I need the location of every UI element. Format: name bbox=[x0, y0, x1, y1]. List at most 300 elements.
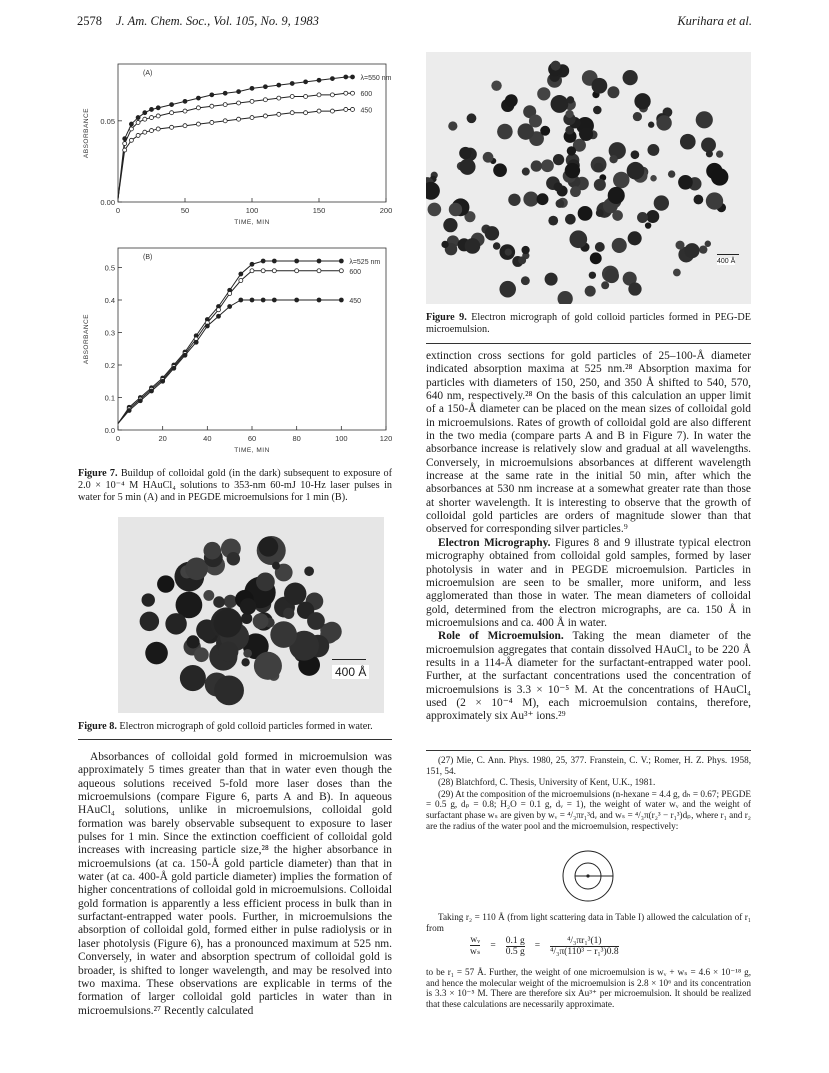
gold-particle bbox=[705, 241, 711, 247]
gold-particle bbox=[678, 175, 693, 190]
gold-particle bbox=[224, 595, 237, 608]
data-point bbox=[330, 109, 334, 113]
data-point bbox=[295, 298, 299, 302]
gold-particle bbox=[485, 226, 499, 240]
data-point bbox=[317, 78, 321, 82]
data-point bbox=[263, 98, 267, 102]
data-point bbox=[250, 269, 254, 273]
figure-9-micrograph bbox=[426, 52, 751, 304]
micrograph-background bbox=[426, 52, 751, 304]
gold-particle bbox=[589, 272, 596, 279]
gold-particle bbox=[650, 175, 656, 181]
right-paragraph-2: Figures 8 and 9 illustrate typical electron micrography obtained from colloidal gold samples, formed by laser photolysis in water and in PEGDE microemulsion. Particles in microemulsion are seen to be smaller, more uniform, and less agglomerated than those in water. The mean diameters of colloidal gold, determined from the electron micrographs, are ca. 150 Å in microemulsions and ca. 400 Å in water. bbox=[426, 536, 751, 629]
gold-particle bbox=[142, 593, 155, 606]
data-point bbox=[344, 107, 348, 111]
eq-equals-2: = bbox=[534, 941, 541, 951]
data-point bbox=[136, 116, 140, 120]
data-point bbox=[223, 103, 227, 107]
gold-particle bbox=[465, 238, 481, 254]
data-point bbox=[183, 109, 187, 113]
figure-9-caption-text: Electron micrograph of gold colloid particles formed in PEG-DE microemulsion. bbox=[426, 312, 752, 335]
gold-particle bbox=[634, 93, 650, 109]
series-line bbox=[118, 300, 341, 424]
data-point bbox=[143, 111, 147, 115]
y-tick-label: 0.4 bbox=[104, 296, 115, 305]
gold-particle bbox=[499, 281, 516, 298]
gold-particle bbox=[521, 246, 529, 254]
data-point bbox=[250, 99, 254, 103]
footnote-29-end bbox=[426, 967, 751, 1010]
data-point bbox=[351, 75, 355, 79]
data-point bbox=[156, 106, 160, 110]
eq-lhs bbox=[470, 935, 480, 957]
data-point bbox=[129, 127, 133, 131]
x-tick-label: 40 bbox=[203, 434, 212, 443]
gold-particle bbox=[608, 187, 625, 204]
gold-particle bbox=[645, 222, 651, 228]
data-point bbox=[237, 117, 241, 121]
data-point bbox=[277, 112, 281, 116]
gold-particle bbox=[283, 608, 294, 619]
gold-particle bbox=[537, 193, 549, 205]
gold-particle bbox=[579, 127, 593, 141]
data-point bbox=[290, 111, 294, 115]
gold-particle bbox=[609, 155, 617, 163]
series-line bbox=[118, 261, 341, 424]
gold-particle bbox=[165, 613, 186, 634]
eq-rhs-denominator: ⁴/₃π(110³ − r₁³)0.8 bbox=[550, 946, 619, 957]
plot-frame bbox=[118, 248, 386, 430]
gold-particle bbox=[241, 658, 249, 666]
figure-9-label: Figure 9. bbox=[426, 312, 467, 323]
data-point bbox=[210, 104, 214, 108]
footnote-29-continuation bbox=[426, 912, 751, 934]
x-axis-label: TIME, MIN bbox=[234, 219, 270, 226]
data-point bbox=[170, 103, 174, 107]
series-line bbox=[118, 109, 353, 198]
gold-particle bbox=[459, 159, 475, 175]
y-axis-label: ABSORBANCE bbox=[83, 107, 90, 159]
gold-particle bbox=[699, 245, 707, 253]
section-heading-electron-micrography: Electron Micrography. bbox=[438, 536, 551, 549]
micrograph-8-image bbox=[118, 517, 384, 713]
data-point bbox=[250, 86, 254, 90]
data-point bbox=[129, 138, 133, 142]
data-point bbox=[196, 106, 200, 110]
gold-particle bbox=[646, 210, 659, 223]
gold-particle bbox=[203, 590, 214, 601]
gold-particle bbox=[578, 206, 593, 221]
y-axis-label: ABSORBANCE bbox=[83, 313, 90, 365]
x-tick-label: 100 bbox=[245, 206, 259, 215]
y-tick-label: 0.00 bbox=[100, 198, 115, 207]
x-tick-label: 80 bbox=[292, 434, 301, 443]
data-point bbox=[196, 96, 200, 100]
gold-particle bbox=[601, 281, 609, 289]
figure-8-label: Figure 8. bbox=[78, 721, 117, 732]
data-point bbox=[261, 298, 265, 302]
equation bbox=[470, 935, 619, 957]
gold-particle bbox=[541, 159, 554, 172]
y-tick-label: 0.5 bbox=[104, 263, 115, 273]
series-label: λ=550 nm bbox=[360, 74, 392, 82]
gold-particle bbox=[441, 241, 448, 248]
data-point bbox=[250, 298, 254, 302]
gold-particle bbox=[656, 115, 671, 130]
gold-particle bbox=[565, 214, 576, 225]
x-tick-label: 150 bbox=[312, 206, 326, 215]
gold-particle bbox=[537, 87, 550, 100]
gold-particle bbox=[505, 249, 512, 256]
gold-particle bbox=[145, 642, 168, 665]
gold-particle bbox=[628, 231, 642, 245]
panel-label: (B) bbox=[143, 254, 153, 261]
gold-particle bbox=[540, 126, 550, 136]
data-point bbox=[123, 148, 127, 152]
gold-particle bbox=[443, 218, 457, 232]
data-point bbox=[272, 259, 276, 263]
data-point bbox=[330, 77, 334, 81]
data-point bbox=[261, 269, 265, 273]
gold-particle bbox=[668, 170, 675, 177]
data-point bbox=[210, 120, 214, 124]
data-point bbox=[339, 269, 343, 273]
gold-particle bbox=[627, 162, 645, 180]
gold-particle bbox=[706, 192, 723, 209]
figure-7a-chart bbox=[78, 52, 403, 237]
figure-9-scale-bar bbox=[717, 254, 739, 255]
data-point bbox=[339, 259, 343, 263]
data-point bbox=[136, 120, 140, 124]
data-point bbox=[143, 117, 147, 121]
gold-particle bbox=[711, 168, 729, 186]
gold-particle bbox=[612, 238, 627, 253]
plot-frame bbox=[118, 64, 386, 202]
running-authors: Kurihara et al. bbox=[677, 14, 752, 28]
gold-particle bbox=[180, 665, 206, 691]
data-point bbox=[183, 124, 187, 128]
data-point bbox=[237, 101, 241, 105]
data-point bbox=[263, 85, 267, 89]
gold-particle bbox=[497, 124, 513, 140]
data-point bbox=[272, 269, 276, 273]
gold-particle bbox=[648, 122, 654, 128]
gold-particle bbox=[508, 194, 520, 206]
gold-particle bbox=[566, 110, 574, 118]
gold-particle bbox=[590, 252, 602, 264]
gold-particle bbox=[593, 106, 602, 115]
gold-particle bbox=[522, 168, 530, 176]
gold-particle bbox=[567, 96, 574, 103]
gold-particle bbox=[623, 70, 638, 85]
section-heading-role-of-microemulsion: Role of Microemulsion. bbox=[438, 630, 564, 643]
x-tick-label: 120 bbox=[379, 434, 393, 443]
panel-label: (A) bbox=[143, 70, 153, 77]
data-point bbox=[290, 94, 294, 98]
gold-particle bbox=[448, 121, 457, 130]
gold-particle bbox=[214, 675, 244, 705]
eq-rhs bbox=[550, 936, 618, 957]
footnotes bbox=[426, 755, 751, 832]
data-point bbox=[210, 93, 214, 97]
gold-particle bbox=[594, 163, 604, 173]
figure-8-micrograph bbox=[118, 517, 384, 713]
data-point bbox=[183, 353, 187, 357]
gold-particle bbox=[518, 256, 526, 264]
figure-7-caption-text: Buildup of colloidal gold (in the dark) subsequent to exposure of 2.0 × 10⁻⁴ M HAuCl₄ solutions to 353-nm 60-mJ 10-Hz laser pulses in water for 5 min (A) and in PEGDE microemulsions for 1 min (B). bbox=[78, 468, 392, 503]
data-point bbox=[272, 298, 276, 302]
gold-particle bbox=[214, 609, 242, 637]
gold-particle bbox=[256, 572, 275, 591]
x-tick-label: 50 bbox=[180, 206, 190, 215]
data-point bbox=[330, 93, 334, 97]
series-label: 600 bbox=[360, 91, 373, 99]
data-point bbox=[239, 298, 243, 302]
figure-8-scale-label: 400 Å bbox=[332, 665, 369, 679]
gold-particle bbox=[493, 242, 500, 249]
data-point bbox=[344, 75, 348, 79]
data-point bbox=[295, 269, 299, 273]
eq-lhs-denominator: wₛ bbox=[470, 947, 481, 957]
footnote-rule bbox=[426, 750, 751, 751]
data-point bbox=[223, 91, 227, 95]
data-point bbox=[277, 83, 281, 87]
right-paragraph-1: extinction cross sections for gold particles of 25–100-Å diameter indicated absorption maxima at 525 nm.²⁸ Absorption maxima for particles with diameters of 150, 250, and 350 Å shifted to 540, 570, 640 nm, respectively.²⁸ On the basis of this calculation an upper limit of a 150-Å diameter can be placed on the mean sizes of colloidal gold in microemulsions. Rates of growth of colloidal gold are also different in the two media (compare parts A and B in Figure 7). In water the absorbance increase is relatively slow and gradual at all wavelengths. Conversely, in microemulsions absorbances at different wavelength increase at the same rate in the initial 50 min, after which the absorbances at 530 nm increase at a somewhat greater rate than those at shorter wavelength. It is interesting to observe that the growth of colloidal gold particles are orders of magnitude slower than that observed for corresponding silver particles.⁹ bbox=[426, 350, 751, 536]
figure-9-rule bbox=[426, 343, 751, 344]
gold-particle bbox=[628, 282, 641, 295]
y-tick-label: 0.2 bbox=[104, 361, 115, 370]
data-point bbox=[223, 119, 227, 123]
data-point bbox=[170, 111, 174, 115]
x-tick-label: 200 bbox=[379, 206, 393, 215]
data-point bbox=[150, 389, 154, 393]
gold-particle bbox=[259, 537, 279, 557]
gold-particle bbox=[227, 552, 240, 565]
data-point bbox=[351, 91, 355, 95]
figure-7-caption bbox=[78, 468, 392, 504]
data-point bbox=[250, 116, 254, 120]
gold-particle bbox=[569, 230, 587, 248]
micrograph-9-image bbox=[426, 52, 751, 304]
gold-particle bbox=[521, 276, 530, 285]
data-point bbox=[295, 259, 299, 263]
gold-particle bbox=[716, 151, 723, 158]
gold-particle bbox=[483, 152, 494, 163]
gold-particle bbox=[633, 112, 642, 121]
data-point bbox=[123, 142, 127, 146]
data-point bbox=[304, 94, 308, 98]
data-point bbox=[150, 116, 154, 120]
gold-particle bbox=[194, 647, 209, 662]
center-dot bbox=[586, 874, 589, 877]
data-point bbox=[172, 366, 176, 370]
gold-particle bbox=[284, 583, 306, 605]
eq-mid-denominator: 0.5 g bbox=[505, 946, 525, 957]
gold-particle bbox=[493, 163, 507, 177]
data-point bbox=[183, 99, 187, 103]
data-point bbox=[237, 90, 241, 94]
data-point bbox=[136, 133, 140, 137]
gold-particle bbox=[567, 146, 576, 155]
gold-particle bbox=[459, 147, 472, 160]
page-number: 2578 bbox=[77, 14, 102, 28]
gold-particle bbox=[684, 243, 699, 258]
left-column-text bbox=[78, 751, 392, 1018]
data-point bbox=[344, 91, 348, 95]
data-point bbox=[239, 272, 243, 276]
gold-particle bbox=[529, 114, 542, 127]
series-label: 600 bbox=[349, 268, 362, 276]
data-point bbox=[156, 127, 160, 131]
gold-particle bbox=[594, 179, 606, 191]
y-tick-label: 0.05 bbox=[100, 116, 115, 126]
gold-particle bbox=[545, 273, 558, 286]
gold-particle bbox=[595, 242, 605, 252]
data-point bbox=[261, 259, 265, 263]
gold-particle bbox=[553, 182, 562, 191]
gold-particle bbox=[585, 286, 596, 297]
gold-particle bbox=[706, 150, 713, 157]
footnote-28: (28) Blatchford, C. Thesis, University of Kent, U.K., 1981. bbox=[438, 777, 656, 788]
microemulsion-diagram bbox=[560, 848, 616, 904]
gold-particle bbox=[553, 154, 564, 165]
left-paragraph-1: Absorbances of colloidal gold formed in microemulsion was approximately 5 times greater than that in water even though the aqueous solutions received 5-fold more laser doses than the microemulsions (compare Figure 6, parts A and B). In aqueous HAuCl₄ solutions, unlike in microemulsions, colloidal gold formation was barely observable subsequent to exposure to laser pulses for 1 min. Since the extinction coefficient of colloidal gold increases with increasing particle size,²⁸ the higher absorbance in microemulsions (at ca. 150-Å gold particle diameter) than that in water (at ca. 400-Å gold particle diameter) implies the formation of higher concentrations of colloidal gold in microemulsions. Colloidal gold formation is apparently a less efficient process in bulk than in surfactant-entrapped water pools. Further, in microemulsions the absorption of colloidal gold, formed either in pulse radiolysis or in laser photolysis (Figure 6), has a pronounced maximum at 525 nm. Conversely, in water and absorption spectrum of colloidal gold is broader, is shifted to longer wavelength, and may be resolved into two maxima. These observations are explicable in terms of the formation of larger colloidal gold particles in water than in microemulsions.²⁷ Recently calculated bbox=[78, 751, 392, 1017]
gold-particle bbox=[693, 195, 703, 205]
gold-particle bbox=[637, 212, 648, 223]
figure-8-caption bbox=[78, 721, 392, 733]
data-point bbox=[217, 314, 221, 318]
data-point bbox=[161, 379, 165, 383]
gold-particle bbox=[570, 186, 581, 197]
data-point bbox=[217, 308, 221, 312]
gold-particle bbox=[676, 241, 685, 250]
gold-particle bbox=[307, 612, 325, 630]
data-point bbox=[339, 298, 343, 302]
gold-particle bbox=[203, 542, 221, 560]
gold-particle bbox=[253, 613, 269, 629]
data-point bbox=[239, 279, 243, 283]
figure-7-label: Figure 7. bbox=[78, 468, 118, 479]
series-label: 450 bbox=[349, 298, 362, 305]
gold-particle bbox=[531, 160, 542, 171]
data-point bbox=[129, 122, 133, 126]
gold-particle bbox=[491, 80, 501, 90]
gold-particle bbox=[680, 134, 696, 150]
x-axis-label: TIME, MIN bbox=[234, 447, 270, 454]
gold-particle bbox=[428, 203, 442, 217]
gold-particle bbox=[505, 94, 518, 107]
series-label: λ=525 nm bbox=[349, 259, 381, 266]
eq-equals-1: = bbox=[490, 941, 496, 951]
data-point bbox=[228, 305, 232, 309]
eq-rhs-numerator: ⁴/₃πr₁³(1) bbox=[567, 935, 602, 946]
gold-particle bbox=[548, 216, 558, 226]
data-point bbox=[228, 292, 232, 296]
data-point bbox=[317, 269, 321, 273]
data-point bbox=[277, 96, 281, 100]
eq-mid-numerator: 0.1 g bbox=[505, 935, 525, 946]
gold-particle bbox=[596, 209, 604, 217]
data-point bbox=[170, 125, 174, 129]
data-point bbox=[317, 298, 321, 302]
footnote-27: (27) Mie, C. Ann. Phys. 1980, 25, 377. Franstein, C. V.; Romer, H. Z. Phys. 1958, 151, 54. bbox=[426, 755, 751, 776]
gold-particle bbox=[523, 192, 538, 207]
gold-particle bbox=[140, 612, 159, 631]
data-point bbox=[194, 340, 198, 344]
x-tick-label: 100 bbox=[335, 434, 348, 443]
x-tick-label: 0 bbox=[115, 206, 121, 215]
data-point bbox=[351, 107, 355, 111]
gold-particle bbox=[304, 566, 314, 576]
gold-particle bbox=[696, 111, 713, 128]
gold-particle bbox=[240, 598, 257, 615]
gold-particle bbox=[565, 163, 580, 178]
gold-particle bbox=[673, 269, 681, 277]
y-tick-label: 0.1 bbox=[104, 393, 115, 403]
gold-particle bbox=[272, 562, 280, 570]
eq-mid bbox=[506, 936, 525, 957]
data-point bbox=[263, 114, 267, 118]
figure-8-caption-text: Electron micrograph of gold colloid particles formed in water. bbox=[119, 721, 373, 732]
eq-lhs-numerator: wᵥ bbox=[470, 935, 481, 945]
figure-9-scale-label: 400 Å bbox=[717, 258, 736, 265]
data-point bbox=[156, 114, 160, 118]
gold-particle bbox=[612, 210, 623, 221]
gold-particle bbox=[157, 575, 174, 592]
data-point bbox=[143, 130, 147, 134]
right-column-text bbox=[426, 350, 751, 724]
gold-particle bbox=[243, 649, 252, 658]
data-point bbox=[150, 107, 154, 111]
footnote-29-part-2: Taking r₂ = 110 Å (from light scattering data in Table I) allowed the calculation of r₁ from bbox=[426, 912, 751, 933]
figure-7b-chart bbox=[78, 242, 403, 467]
x-tick-label: 0 bbox=[115, 434, 121, 443]
data-point bbox=[304, 111, 308, 115]
x-tick-label: 60 bbox=[247, 434, 257, 443]
gold-particle bbox=[647, 144, 659, 156]
journal-citation: J. Am. Chem. Soc., Vol. 105, No. 9, 1983 bbox=[116, 14, 319, 28]
data-point bbox=[250, 262, 254, 266]
gold-particle bbox=[449, 203, 462, 216]
data-point bbox=[317, 259, 321, 263]
data-point bbox=[317, 109, 321, 113]
gold-particle bbox=[186, 635, 199, 648]
gold-particle bbox=[270, 621, 297, 648]
gold-particle bbox=[607, 86, 619, 98]
series-label: 450 bbox=[360, 107, 373, 115]
gold-particle bbox=[551, 95, 569, 113]
gold-particle bbox=[701, 138, 716, 153]
data-point bbox=[317, 93, 321, 97]
figure-8-scale-bar bbox=[332, 659, 366, 660]
y-tick-label: 0.3 bbox=[104, 328, 115, 338]
data-point bbox=[127, 409, 131, 413]
data-point bbox=[290, 81, 294, 85]
right-paragraph-3: Taking the mean diameter of the microemulsion aggregates that contain dissolved HAuCl₄ to be 220 Å results in a 114-Å diameter for the surfactant-entrapped water pool. Further, at the surfactant concentrations used the concentration of microemulsions is 3.3 × 10⁻⁵ M. At the concentrations of HAuCl₄ used (2 × 10⁻⁴ M), each microemulsion contains, therefore, approximately six Au³⁺ ions.²⁹ bbox=[426, 630, 751, 723]
gold-particle bbox=[654, 195, 669, 210]
gold-particle bbox=[254, 652, 282, 680]
footnote-29: (29) At the composition of the microemulsions (n-hexane = 4.4 g, dₕ = 0.67; PEGDE = 0.5 g, dₚ = 0.8; H₂O = 0.1 g, dᵥ = 1), the weight of water wᵥ and the weight of surfactant phase wₛ are given by wᵥ = ⁴/₃πr₁³dᵥ and wₛ = ⁴/₃π(r₂³ − r₁³)dₚ, where r₁ and r₂ are the radius of the water pool and the microemulsion, respectively: bbox=[426, 788, 751, 831]
figure-8-rule bbox=[78, 739, 392, 740]
y-tick-label: 0.0 bbox=[104, 426, 115, 435]
gold-particle bbox=[556, 199, 565, 208]
data-point bbox=[150, 129, 154, 133]
data-point bbox=[205, 324, 209, 328]
footnote-29-part-3: to be r₁ = 57 Å. Further, the weight of one microemulsion is wᵥ + wₛ = 4.6 × 10⁻¹⁸ g, and hence the molecular weight of the microemulsion is 2.8 × 10⁶ and its concentration is 3.3 × 10⁻⁵ M. There are therefore six Au³⁺ per microemulsion. It should be realized that these calculations are necessarily approximate. bbox=[426, 967, 751, 1009]
gold-particle bbox=[218, 641, 238, 661]
figure-9-caption bbox=[426, 312, 751, 336]
gold-particle bbox=[467, 113, 477, 123]
